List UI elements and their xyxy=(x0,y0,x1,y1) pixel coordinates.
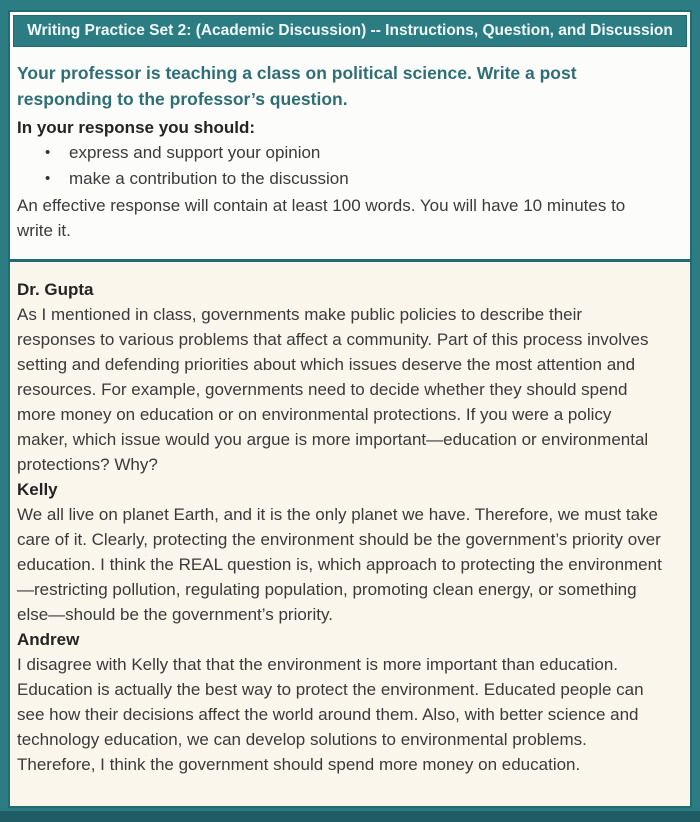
post xyxy=(17,477,664,627)
bottom-bar xyxy=(0,811,700,822)
content-card xyxy=(8,10,692,808)
note-text: An effective response will contain at least 100 words. You will have 10 minutes to write it. xyxy=(17,196,626,240)
post-text: We all live on planet Earth, and it is the only planet we have. Therefore, we must take care of it. Clearly, protecting the environment should be the government’s priority over education. I think the REAL question is, which approach to protecting the environment—restricting pollution, regulating population, promoting clean energy, or something else—should be the government’s priority. xyxy=(17,505,662,624)
requirement-item: • make a contribution to the discussion xyxy=(69,166,664,192)
prompt-text: Your professor is teaching a class on political science. Write a post responding to the professor’s question. xyxy=(17,63,577,109)
post xyxy=(17,627,664,777)
instructions-section xyxy=(10,50,690,249)
author-name: Andrew xyxy=(17,630,80,649)
requirements-label: In your response you should: xyxy=(17,118,256,137)
post xyxy=(17,277,664,477)
title-bar: Writing Practice Set 2: (Academic Discussion) -- Instructions, Question, and Discussion xyxy=(13,15,687,47)
post-text: As I mentioned in class, governments make public policies to describe their responses to various problems that affect a community. Part of this process involves setting and defending priorities about which issues deserve the most attention and resources. For example, governments need to decide whether they should spend more money on education or on environmental protections. If you were a policy maker, which issue would you argue is more important—education or environmental protections? Why? xyxy=(17,305,649,474)
requirements-list xyxy=(17,140,664,192)
post-text: I disagree with Kelly that that the environment is more important than education. Education is actually the best way to protect the environment. Educated people can see how their decisions affect the world around them. Also, with better science and technology education, we can develop solutions to environmental problems. Therefore, I think the government should spend more money on education. xyxy=(17,655,644,774)
discussion-section xyxy=(10,262,690,806)
requirement-item: • express and support your opinion xyxy=(69,140,664,166)
author-name: Kelly xyxy=(17,480,58,499)
author-name: Dr. Gupta xyxy=(17,280,94,299)
